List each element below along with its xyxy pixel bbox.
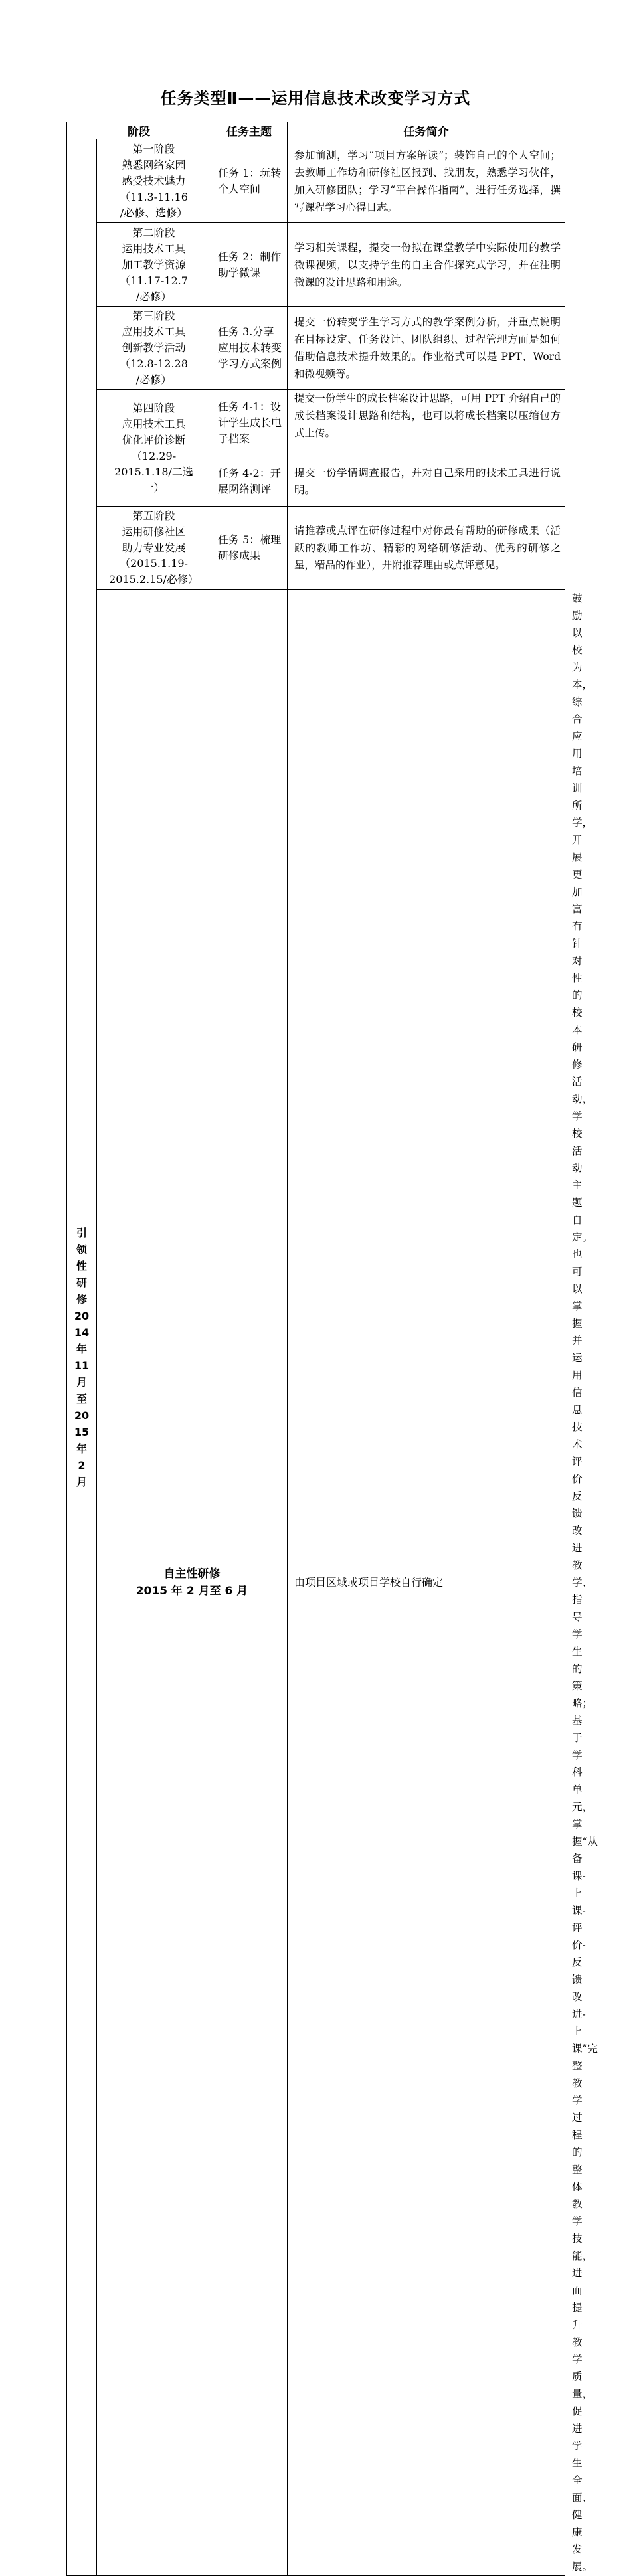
stage-5-topic: 任务 5：梳理研修成果 [211,507,288,590]
header-description: 任务简介 [288,122,565,139]
table-row [67,307,565,390]
stage-4-description-1: 提交一份学生的成长档案设计思路，可用 PPT 介绍自己的成长档案设计思路和结构，也可以将成长档案以压缩包方式上传。 [288,390,565,456]
header-topic: 任务主题 [211,122,288,139]
header-row [67,122,565,139]
stage-4-topic-2: 任务 4-2：开展网络测评 [211,456,288,507]
table-row [67,139,565,223]
stage-2-description: 学习相关课程，提交一份拟在课堂教学中实际使用的教学微课视频，以支持学生的自主合作探究式学习，并在注明微课的设计思路和用途。 [288,223,565,307]
task-table [66,122,598,2576]
self-study-topic: 由项目区域或项目学校自行确定 [288,590,565,2576]
self-study-label: 自主性研修 2015 年 2 月至 6 月 [97,590,288,2576]
stage-5-description: 请推荐或点评在研修过程中对你最有帮助的研修成果（活跃的教师工作坊、精彩的网络研修活动、优秀的研修之星，精品的作业），并附推荐理由或点评意见。 [288,507,565,590]
stage-3-topic: 任务 3.分享应用技术转变学习方式案例 [211,307,288,390]
stage-4-topic-1: 任务 4-1：设计学生成长电子档案 [211,390,288,456]
stage-4-phase: 第四阶段 应用技术工具 优化评价诊断 （12.29- 2015.1.18/二选 一） [97,390,211,507]
stage-3-description: 提交一份转变学生学习方式的教学案例分析，并重点说明在目标设定、任务设计、团队组织、过程管理方面是如何借助信息技术提升效果的。作业格式可以是 PPT、Word 和微视频等。 [288,307,565,390]
stage-1-description: 参加前测，学习“项目方案解读”；装饰自己的个人空间；去教师工作坊和研修社区报到、找朋友，熟悉学习伙伴，加入研修团队；学习“平台操作指南”，进行任务选择，撰写课程学习心得日志。 [288,139,565,223]
header-stage: 阶段 [67,122,211,139]
stage-2-topic: 任务 2：制作助学微课 [211,223,288,307]
guided-study-label: 引 领 性 研 修 20 14 年 11 月 至 20 15 年 2 月 [67,139,97,2576]
stage-1-topic: 任务 1：玩转个人空间 [211,139,288,223]
table-row: 自主性研修 2015 年 2 月至 6 月 由项目区域或项目学校自行确定 鼓励以校为本，综合应用培训所学，开展更加富有针对性的校本研修活动，学校活动主题自定。也可以掌握并运用信息技术评价反馈改进教学、指导学生的策略；基于学科单元，掌握“从备课-上课-评价-反馈改进-上课”完整教学过程的整体教学技能，进而提升教学质量，促进学生全面、健康发展。 [67,590,565,2576]
stage-2-phase: 第二阶段 运用技术工具 加工教学资源 （11.17-12.7 /必修） [97,223,211,307]
table-row [67,223,565,307]
stage-3-phase: 第三阶段 应用技术工具 创新教学活动 （12.8-12.28 /必修） [97,307,211,390]
stage-1-phase: 第一阶段 熟悉网络家园 感受技术魅力 （11.3-11.16 /必修、选修） [97,139,211,223]
page-title: 任务类型Ⅱ——运用信息技术改变学习方式 [160,89,471,108]
table-row [67,507,565,590]
table-row [67,390,565,456]
stage-5-phase: 第五阶段 运用研修社区 助力专业发展 （2015.1.19- 2015.2.15/必修） [97,507,211,590]
stage-4-description-2: 提交一份学情调查报告，并对自己采用的技术工具进行说明。 [288,456,565,507]
